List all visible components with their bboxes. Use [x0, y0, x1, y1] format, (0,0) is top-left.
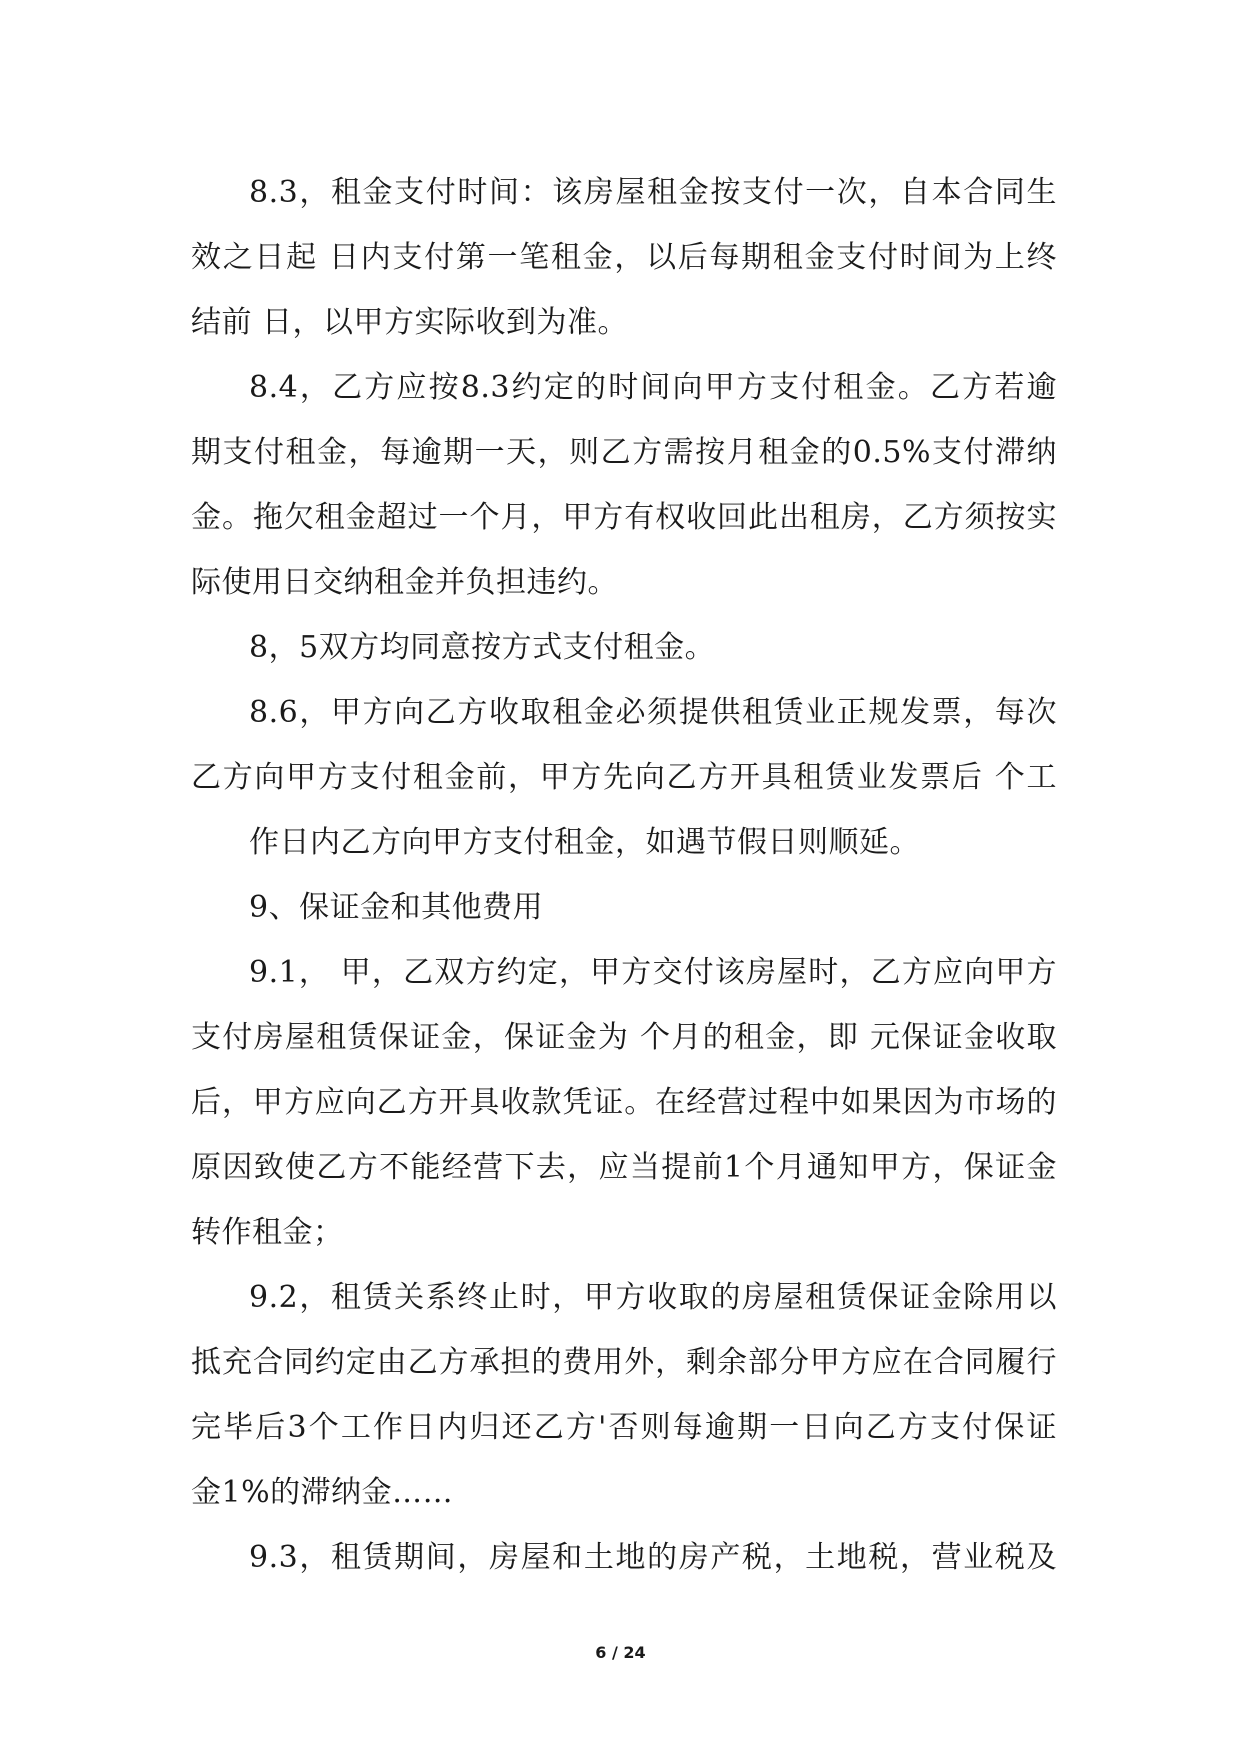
text-line: 支付房屋租赁保证金，保证金为 个月的租金，即 元保证金收取: [191, 1020, 1057, 1055]
section-heading-9: [191, 875, 1057, 940]
text-line: 8.3，租金支付时间：该房屋租金按支付一次，自本合同生: [249, 175, 1057, 210]
paragraph-9-3: [191, 1525, 1057, 1590]
text-line: 效之日起 日内支付第一笔租金，以后每期租金支付时间为上终: [191, 240, 1057, 275]
text-line: 抵充合同约定由乙方承担的费用外，剩余部分甲方应在合同履行: [191, 1345, 1057, 1380]
text-line: 期支付租金，每逾期一天，则乙方需按月租金的0.5%支付滞纳: [191, 435, 1057, 470]
paragraph-8-5: [191, 615, 1057, 680]
paragraph-9-2: [191, 1265, 1057, 1525]
text-line: 际使用日交纳租金并负担违约。: [191, 565, 618, 600]
text-line: 金。拖欠租金超过一个月，甲方有权收回此出租房，乙方须按实: [191, 500, 1057, 535]
text-line: 9、保证金和其他费用: [249, 890, 544, 925]
text-line: 作日内乙方向甲方支付租金，如遇节假日则顺延。: [249, 825, 920, 860]
text-line: 9.3，租赁期间，房屋和土地的房产税，土地税，营业税及: [249, 1540, 1057, 1575]
text-line: 转作租金；: [191, 1215, 344, 1250]
paragraph-8-3: [191, 160, 1057, 355]
paragraph-8-6: [191, 680, 1057, 875]
text-line: 后，甲方应向乙方开具收款凭证。在经营过程中如果因为市场的: [191, 1085, 1057, 1120]
text-line: 结前 日，以甲方实际收到为准。: [191, 305, 629, 340]
text-line: 8.4，乙方应按8.3约定的时间向甲方支付租金。乙方若逾: [249, 370, 1057, 405]
text-line: 乙方向甲方支付租金前，甲方先向乙方开具租赁业发票后 个工: [191, 760, 1057, 795]
text-line: 完毕后3个工作日内归还乙方'否则每逾期一日向乙方支付保证: [191, 1410, 1057, 1445]
text-line: 9.1， 甲，乙双方约定，甲方交付该房屋时，乙方应向甲方: [249, 955, 1057, 990]
document-body: [191, 160, 1057, 1590]
page-number: 6 / 24: [595, 1643, 646, 1662]
text-line: 9.2，租赁关系终止时，甲方收取的房屋租赁保证金除用以: [249, 1280, 1057, 1315]
text-line: 8.6，甲方向乙方收取租金必须提供租赁业正规发票，每次: [249, 695, 1057, 730]
text-line: 金1%的滞纳金……: [191, 1475, 454, 1510]
paragraph-9-1: [191, 940, 1057, 1265]
text-line: 8，5双方均同意按方式支付租金。: [249, 630, 716, 665]
paragraph-8-4: [191, 355, 1057, 615]
text-line: 原因致使乙方不能经营下去，应当提前1个月通知甲方，保证金: [191, 1150, 1057, 1185]
